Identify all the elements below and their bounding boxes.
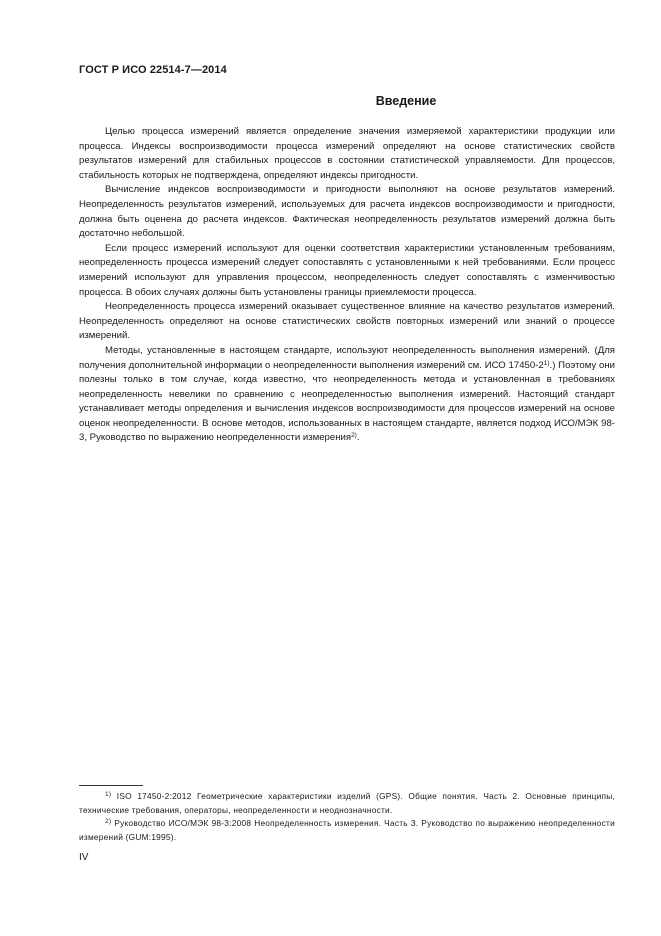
footnote-divider (79, 785, 143, 786)
introduction-body (79, 125, 615, 446)
footnote-mark-1: 1) (105, 791, 112, 798)
paragraph-5-part-b: .) Поэтому они полезны только в том случае, когда известно, что неопределенность метода и установленная в требованиях неопределенность невелики по сравнению с неопределенностью выполнения измерений. Настоящий стандарт устанавливает методы определения и вычисления индексов воспроизводимости для процессов измерений на основе оценок неопределенности. В основе методов, использованных в настоящем стандарте, является подход ИСО/МЭК 98-3, Руководство по выражению неопределенности измерения (79, 359, 615, 444)
footnotes (79, 790, 615, 844)
footnote-2 (79, 817, 615, 844)
page-number: IV (79, 852, 89, 863)
paragraph-4: Неопределенность процесса измерений оказывает существенное влияние на качество результатов измерений. Неопределенность определяют на основе статистических свойств повторных измерений или знаний о процессе измерений. (79, 301, 615, 342)
paragraph-2: Вычисление индексов воспроизводимости и пригодности выполняют на основе результатов измерений. Неопределенность результатов измерений, используемых для расчета индексов воспроизводимости и пригодности, должна быть оценена до расчета индексов. Фактическая неопределенность результатов измерений должна быть достаточно небольшой. (79, 184, 615, 240)
paragraph-5-part-a: Методы, установленные в настоящем стандарте, используют неопределенность выполнения измерений. (Для получения дополнительной информации о неопределенности выполнения измерений см. ИСО 17450-2 (79, 344, 615, 371)
paragraph-3: Если процесс измерений используют для оценки соответствия характеристики установленным требованиям, неопределенность процесса измерений следует сопоставлять с установленными к ней требованиями. Если процесс измерений используют для управления процессом, неопределенность следует сопоставлять с изменчивостью процесса. В обоих случаях должны быть установлены границы приемлемости процесса. (79, 242, 615, 298)
paragraph-5 (79, 344, 615, 446)
footnote-mark-2: 2) (105, 818, 112, 826)
footnote-2-text: Руководство ИСО/МЭК 98-3:2008 Неопределенность измерения. Часть 3. Руководство по выражению неопределенности измерений (GUM:1995). (79, 818, 615, 842)
footnote-1-text: ISO 17450-2:2012 Геометрические характеристики изделий (GPS). Общие понятия. Часть 2. Основные принципы, технические требования, операторы, неопределенности и неоднозначности. (79, 791, 615, 815)
footnote-ref-1[interactable]: 1) (543, 359, 550, 367)
section-title: Введение (375, 94, 437, 108)
document-code-header: ГОСТ Р ИСО 22514-7—2014 (79, 64, 227, 76)
paragraph-5-part-c: . (356, 432, 360, 444)
paragraph-1: Целью процесса измерений является определение значения измеряемой характеристики продукции или процесса. Индексы воспроизводимости процесса измерений определяют на основе статистических свойств результатов измерений для стабильных процессов в состоянии статистической управляемости. Для процессов, стабильность которых не подтверждена, определяют индексы пригодности. (79, 126, 615, 181)
footnote-1 (79, 790, 615, 817)
footnote-ref-2[interactable]: 2) (351, 432, 357, 440)
